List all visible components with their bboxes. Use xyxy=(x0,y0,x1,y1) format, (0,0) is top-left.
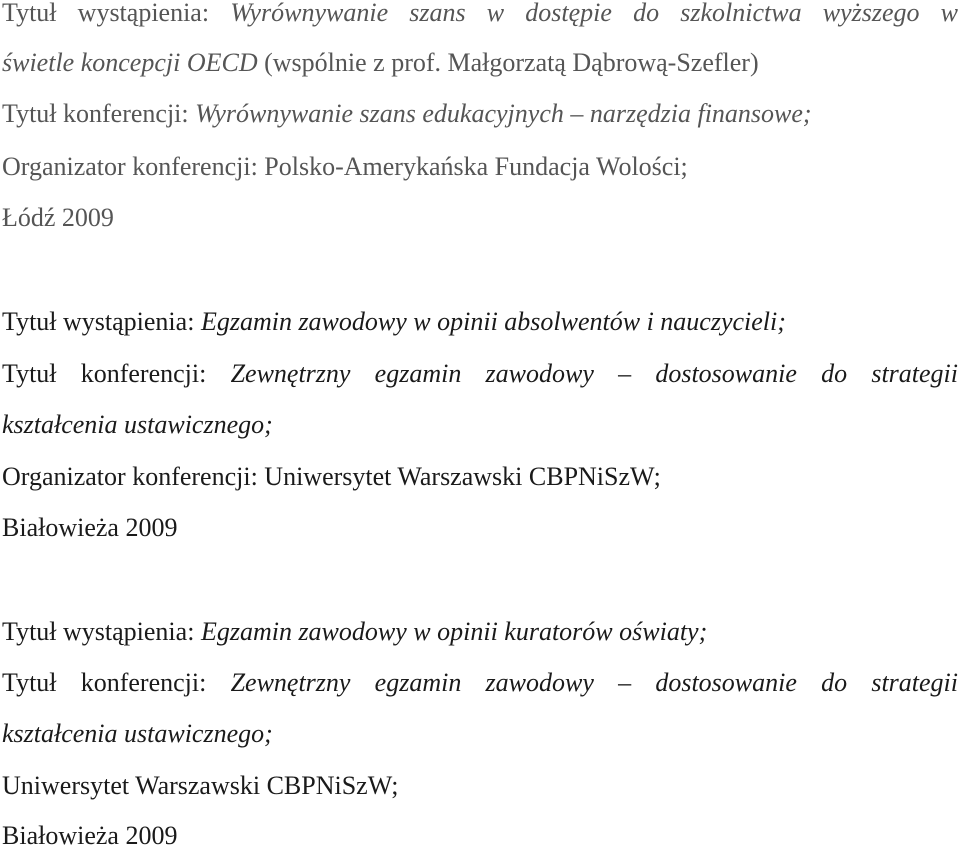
block3-organizer-line: Uniwersytet Warszawski CBPNiSzW; xyxy=(2,771,399,800)
block3-conference-label: Tytuł konferencji: xyxy=(2,668,231,697)
block2-conference-title: Zewnętrzny egzamin zawodowy – dostosowanie do strategii xyxy=(230,359,958,388)
block1-place-date: Łódź 2009 xyxy=(2,203,114,232)
block3-talk-title-label: Tytuł wystąpienia: xyxy=(2,617,201,646)
block2-conference-label: Tytuł konferencji: xyxy=(2,359,231,388)
block2-talk-title: Egzamin zawodowy w opinii absolwentów i nauczycieli; xyxy=(200,307,786,336)
block2-organizer-line: Organizator konferencji: Uniwersytet Warszawski CBPNiSzW; xyxy=(2,462,661,491)
block2-talk-title-label: Tytuł wystąpienia: xyxy=(2,307,201,336)
block1-talk-title: Wyrównywanie szans w dostępie do szkolnictwa wyższego w xyxy=(230,0,958,27)
block3-conference-title-line xyxy=(2,667,958,699)
block3-conference-title-cont: kształcenia ustawicznego; xyxy=(2,719,273,748)
block1-talk-title-cont: świetle koncepcji OECD xyxy=(2,48,258,77)
block3-talk-title: Egzamin zawodowy w opinii kuratorów oświaty; xyxy=(200,617,708,646)
block1-talk-title-continuation xyxy=(2,47,958,79)
block1-conference-label: Tytuł konferencji: xyxy=(2,99,196,128)
block1-coauthor-note: (wspólnie z prof. Małgorzatą Dąbrową-Szefler) xyxy=(257,48,759,77)
block1-conference-title: Wyrównywanie szans edukacyjnych – narzędzia finansowe; xyxy=(195,99,812,128)
block2-conference-title-cont: kształcenia ustawicznego; xyxy=(2,410,273,439)
block1-talk-title-line xyxy=(2,0,958,29)
block1-conference-title-line xyxy=(2,98,958,130)
block2-conference-title-continuation xyxy=(2,409,958,441)
block3-conference-title-continuation xyxy=(2,718,958,750)
block1-talk-title-label: Tytuł wystąpienia: xyxy=(2,0,231,27)
block1-organizer-line: Organizator konferencji: Polsko-Amerykańska Fundacja Wolości; xyxy=(2,152,688,181)
block3-place-date: Białowieża 2009 xyxy=(2,821,178,850)
block3-talk-title-line xyxy=(2,616,958,648)
block3-conference-title: Zewnętrzny egzamin zawodowy – dostosowanie do strategii xyxy=(230,668,958,697)
block2-talk-title-line xyxy=(2,306,958,338)
block2-place-date: Białowieża 2009 xyxy=(2,513,178,542)
block2-conference-title-line xyxy=(2,358,958,390)
